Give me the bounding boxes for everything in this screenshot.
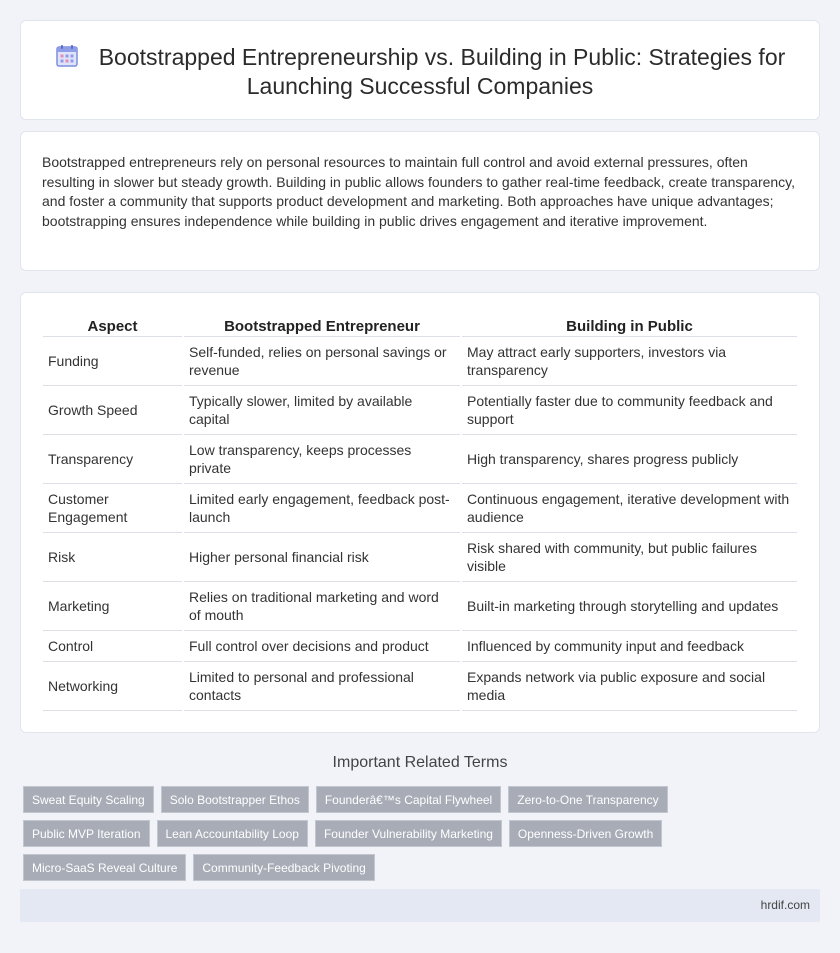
public-cell: Influenced by community input and feedback: [461, 630, 798, 661]
public-cell: May attract early supporters, investors via transparency: [461, 336, 798, 385]
aspect-cell: Transparency: [43, 434, 183, 483]
related-terms-list: [23, 786, 803, 888]
bootstrapped-cell: Limited to personal and professional contacts: [183, 661, 461, 710]
bootstrapped-cell: Higher personal financial risk: [183, 532, 461, 581]
aspect-cell: Marketing: [43, 581, 183, 630]
bootstrapped-cell: Self-funded, relies on personal savings or revenue: [183, 336, 461, 385]
intro-card: [20, 131, 820, 271]
public-cell: Continuous engagement, iterative development with audience: [461, 483, 798, 532]
page-title-text: Bootstrapped Entrepreneurship vs. Building in Public: Strategies for Launching Successful Companies: [98, 44, 786, 99]
comparison-card: [20, 292, 820, 733]
page-title: [21, 43, 819, 101]
footer-bar: [20, 889, 820, 922]
related-term-tag[interactable]: Micro-SaaS Reveal Culture: [23, 854, 186, 881]
comparison-table: [43, 314, 799, 711]
bootstrapped-cell: Typically slower, limited by available capital: [183, 385, 461, 434]
bootstrapped-cell: Relies on traditional marketing and word of mouth: [183, 581, 461, 630]
public-cell: High transparency, shares progress publicly: [461, 434, 798, 483]
table-row: [43, 581, 798, 630]
aspect-cell: Growth Speed: [43, 385, 183, 434]
table-row: [43, 661, 798, 710]
table-row: [43, 630, 798, 661]
header-card: [20, 20, 820, 120]
related-term-tag[interactable]: Sweat Equity Scaling: [23, 786, 154, 813]
calendar-icon: [55, 44, 79, 68]
related-term-tag[interactable]: Community-Feedback Pivoting: [193, 854, 374, 881]
public-cell: Expands network via public exposure and social media: [461, 661, 798, 710]
footer-site-link[interactable]: hrdif.com: [760, 898, 810, 912]
aspect-cell: Risk: [43, 532, 183, 581]
table-row: [43, 532, 798, 581]
column-header-bootstrapped: Bootstrapped Entrepreneur: [183, 314, 461, 336]
aspect-cell: Networking: [43, 661, 183, 710]
bootstrapped-cell: Low transparency, keeps processes private: [183, 434, 461, 483]
related-terms-heading: Important Related Terms: [332, 754, 508, 771]
table-row: [43, 434, 798, 483]
related-term-tag[interactable]: Openness-Driven Growth: [509, 820, 662, 847]
related-term-tag[interactable]: Founder Vulnerability Marketing: [315, 820, 502, 847]
table-row: [43, 385, 798, 434]
table-row: [43, 483, 798, 532]
column-header-building-in-public: Building in Public: [461, 314, 798, 336]
table-header-row: [43, 314, 798, 336]
public-cell: Potentially faster due to community feedback and support: [461, 385, 798, 434]
related-term-tag[interactable]: Founderâ€™s Capital Flywheel: [316, 786, 501, 813]
public-cell: Risk shared with community, but public failures visible: [461, 532, 798, 581]
related-term-tag[interactable]: Solo Bootstrapper Ethos: [161, 786, 309, 813]
related-term-tag[interactable]: Public MVP Iteration: [23, 820, 150, 847]
column-header-aspect: Aspect: [43, 314, 183, 336]
related-term-tag[interactable]: Lean Accountability Loop: [157, 820, 308, 847]
table-row: [43, 336, 798, 385]
aspect-cell: Control: [43, 630, 183, 661]
related-term-tag[interactable]: Zero-to-One Transparency: [508, 786, 667, 813]
aspect-cell: Funding: [43, 336, 183, 385]
bootstrapped-cell: Limited early engagement, feedback post-launch: [183, 483, 461, 532]
bootstrapped-cell: Full control over decisions and product: [183, 630, 461, 661]
intro-paragraph: Bootstrapped entrepreneurs rely on personal resources to maintain full control and avoid external pressures, often resulting in slower but steady growth. Building in public allows founders to gather real-time feedback, create transparency, and foster a community that supports product development and marketing. Both approaches have unique advantages; bootstrapping ensures independence while building in public drives engagement and iterative improvement.: [42, 154, 796, 229]
public-cell: Built-in marketing through storytelling and updates: [461, 581, 798, 630]
aspect-cell: Customer Engagement: [43, 483, 183, 532]
